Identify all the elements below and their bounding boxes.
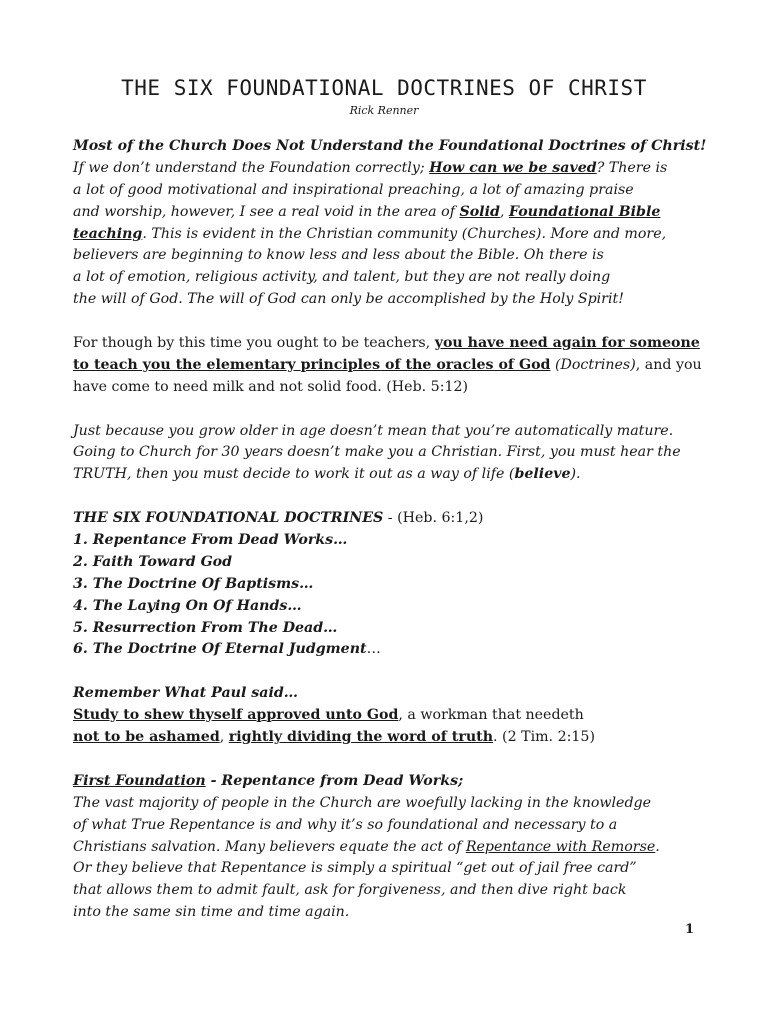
document-title: THE SIX FOUNDATIONAL DOCTRINES OF CHRIST [121,76,647,100]
doctrines-heading: THE SIX FOUNDATIONAL DOCTRINES [73,510,384,527]
text-span: … [366,641,381,658]
text-span: . This is evident in the Christian community (Churches). More and more, [142,225,667,242]
emphasis-span: Foundational Bible [508,203,661,220]
doctrine-item: 5. Resurrection From The Dead… [73,619,338,636]
text-span: TRUTH, then you must decide to work it out as a way of life ( [73,466,515,483]
text-line: a lot of emotion, religious activity, and talent, but they are not really doing [73,269,611,286]
paragraph-gap [73,311,703,333]
scripture-paragraph [73,333,703,399]
text-span: ). [570,466,581,483]
paragraph-gap [73,749,703,771]
text-span: , [499,203,509,220]
text-span: - Repentance from Dead Works; [205,772,464,789]
text-span: . (2 Tim. 2:15) [493,729,595,746]
doctrines-section [73,508,703,661]
text-span: . [655,838,660,855]
page-number: 1 [685,922,695,937]
doctrine-item: 3. The Doctrine Of Baptisms… [73,575,314,592]
emphasis-span: to teach you the elementary principles of the oracles of God [73,356,551,373]
document-body [73,136,707,924]
doctrine-item: 1. Repentance From Dead Works… [73,532,348,549]
text-line: have come to need milk and not solid food. (Heb. 5:12) [73,378,469,395]
emphasis-span: not to be ashamed [73,729,220,746]
text-line: believers are beginning to know less and less about the Bible. Oh there is [73,247,604,264]
text-line: Just because you grow older in age doesn’t mean that you’re automatically mature. [73,422,674,439]
paul-heading: Remember What Paul said… [73,685,298,702]
doctrine-item [73,639,703,661]
paragraph-gap [73,661,703,683]
text-line [73,202,703,224]
doctrines-heading-line [73,508,703,530]
text-line: The vast majority of people in the Church are woefully lacking in the knowledge [73,794,652,811]
author-name: Rick Renner [349,104,419,117]
text-line: the will of God. The will of God can only be accomplished by the Holy Spirit! [73,291,624,308]
first-foundation-heading [73,771,703,793]
text-line: into the same sin time and time again. [73,904,350,921]
text-span: For though by this time you ought to be teachers, [73,335,435,352]
text-line [73,464,703,486]
emphasis-span: you have need again for someone [434,335,700,352]
text-span: and worship, however, I see a real void in the area of [73,203,460,220]
text-line [73,333,703,355]
doctrine-item-text: 6. The Doctrine Of Eternal Judgment [73,641,367,658]
intro-paragraph [73,136,707,311]
text-line: Or they believe that Repentance is simply a spiritual “get out of jail free card” [73,860,637,877]
text-span: ? There is [596,159,668,176]
doctrine-item: 4. The Laying On Of Hands… [73,597,302,614]
doctrines-reference: - (Heb. 6:1,2) [383,510,484,527]
text-line [73,355,703,377]
text-span: , a workman that needeth [398,707,584,724]
emphasis-span: Solid [459,203,500,220]
text-line: that allows them to admit fault, ask for forgiveness, and then dive right back [73,882,627,899]
text-line [73,224,703,246]
emphasis-span: First Foundation [73,772,206,789]
emphasis-span: believe [514,466,571,483]
first-foundation-section [73,771,703,924]
emphasis-span: How can we be saved [429,159,597,176]
text-line: a lot of good motivational and inspirational preaching, a lot of amazing praise [73,181,634,198]
emphasis-span: teaching [73,225,143,242]
text-line [73,705,703,727]
text-line [73,727,703,749]
intro-heading: Most of the Church Does Not Understand the Foundational Doctrines of Christ! [73,138,707,154]
paragraph-gap [73,399,703,421]
text-line: of what True Repentance is and why it’s so foundational and necessary to a [73,816,618,833]
italic-span: (Doctrines) [550,356,636,373]
text-span: If we don’t understand the Foundation correctly; [73,159,430,176]
paul-section [73,683,703,749]
text-span: Christians salvation. Many believers equate the act of [73,838,466,855]
text-line [73,837,703,859]
text-line [73,158,703,180]
doctrine-item: 2. Faith Toward God [73,553,233,570]
text-span: , and you [635,356,702,373]
text-span: , [219,729,229,746]
emphasis-span: rightly dividing the word of truth [228,729,494,746]
emphasis-span: Repentance with Remorse [465,838,656,855]
emphasis-span: Study to shew thyself approved unto God [73,707,399,724]
text-line: Going to Church for 30 years doesn’t make you a Christian. First, you must hear the [73,444,681,461]
maturity-paragraph [73,421,703,487]
paragraph-gap [73,486,703,508]
